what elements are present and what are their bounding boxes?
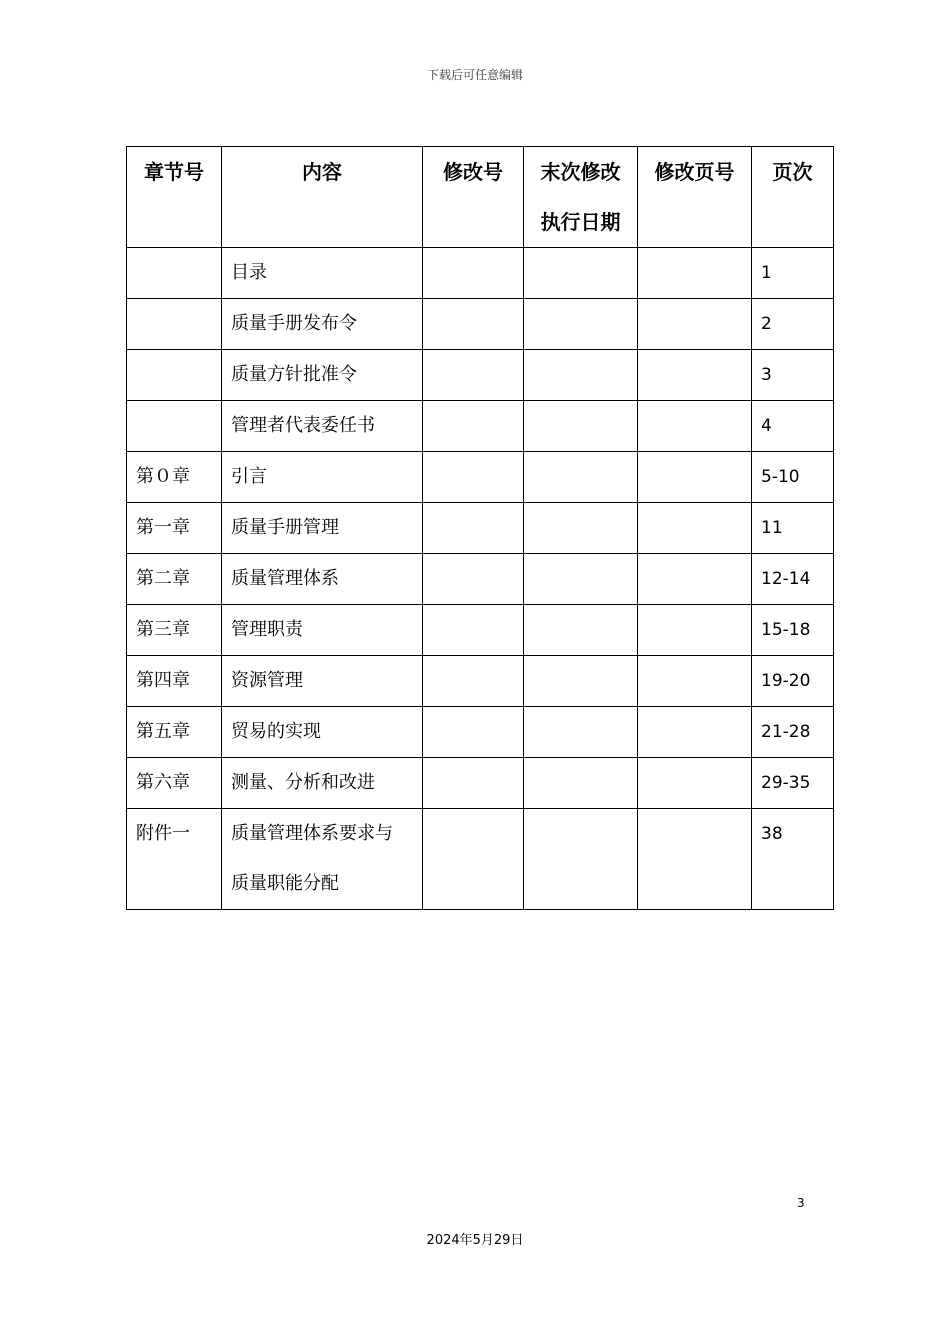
cell-chapter: 附件一 (127, 809, 222, 910)
cell-last-revision-date (524, 758, 638, 809)
table-row (127, 758, 834, 809)
cell-revised-pages (638, 452, 752, 503)
table-row (127, 554, 834, 605)
cell-content (222, 809, 423, 910)
cell-revision-no (423, 452, 524, 503)
header-page: 页次 (752, 147, 834, 248)
cell-page: 38 (752, 809, 834, 910)
cell-chapter: 第三章 (127, 605, 222, 656)
cell-revision-no (423, 299, 524, 350)
cell-revised-pages (638, 605, 752, 656)
cell-page: 15-18 (752, 605, 834, 656)
table-row (127, 299, 834, 350)
cell-chapter: 第六章 (127, 758, 222, 809)
cell-content: 资源管理 (222, 656, 423, 707)
cell-chapter (127, 401, 222, 452)
cell-revised-pages (638, 299, 752, 350)
header-revision-no: 修改号 (423, 147, 524, 248)
cell-page: 19-20 (752, 656, 834, 707)
cell-content: 管理职责 (222, 605, 423, 656)
cell-revision-no (423, 503, 524, 554)
cell-content: 测量、分析和改进 (222, 758, 423, 809)
cell-revision-no (423, 401, 524, 452)
cell-last-revision-date (524, 299, 638, 350)
cell-revised-pages (638, 656, 752, 707)
table-row (127, 605, 834, 656)
cell-content: 引言 (222, 452, 423, 503)
cell-content: 质量管理体系 (222, 554, 423, 605)
cell-revision-no (423, 248, 524, 299)
table-header-row (127, 147, 834, 248)
cell-page: 2 (752, 299, 834, 350)
cell-page: 4 (752, 401, 834, 452)
table-row (127, 248, 834, 299)
cell-content: 质量手册发布令 (222, 299, 423, 350)
table-row (127, 401, 834, 452)
table-row (127, 503, 834, 554)
header-content: 内容 (222, 147, 423, 248)
cell-chapter: 第二章 (127, 554, 222, 605)
cell-revised-pages (638, 758, 752, 809)
cell-revised-pages (638, 503, 752, 554)
cell-content: 贸易的实现 (222, 707, 423, 758)
cell-last-revision-date (524, 809, 638, 910)
cell-revised-pages (638, 401, 752, 452)
cell-revision-no (423, 758, 524, 809)
header-chapter: 章节号 (127, 147, 222, 248)
cell-last-revision-date (524, 452, 638, 503)
header-revised-pages: 修改页号 (638, 147, 752, 248)
page-number: 3 (797, 1196, 805, 1210)
table-row (127, 656, 834, 707)
table-row (127, 809, 834, 910)
cell-revised-pages (638, 554, 752, 605)
cell-last-revision-date (524, 554, 638, 605)
cell-revised-pages (638, 707, 752, 758)
cell-chapter: 第四章 (127, 656, 222, 707)
cell-revision-no (423, 605, 524, 656)
cell-revision-no (423, 656, 524, 707)
cell-chapter: 第０章 (127, 452, 222, 503)
cell-content: 目录 (222, 248, 423, 299)
header-last-revision-date: 末次修改 执行日期 (524, 147, 638, 248)
table-row (127, 452, 834, 503)
cell-page: 1 (752, 248, 834, 299)
cell-chapter (127, 350, 222, 401)
cell-last-revision-date (524, 503, 638, 554)
cell-last-revision-date (524, 707, 638, 758)
cell-revision-no (423, 707, 524, 758)
cell-revised-pages (638, 809, 752, 910)
cell-last-revision-date (524, 350, 638, 401)
revision-table (126, 146, 834, 910)
cell-chapter (127, 248, 222, 299)
table-row (127, 707, 834, 758)
cell-revision-no (423, 809, 524, 910)
cell-page: 21-28 (752, 707, 834, 758)
cell-revised-pages (638, 248, 752, 299)
cell-chapter: 第五章 (127, 707, 222, 758)
page-header: 下载后可任意编辑 (426, 68, 523, 82)
cell-content: 管理者代表委任书 (222, 401, 423, 452)
cell-page: 11 (752, 503, 834, 554)
cell-content-line: 质量管理体系要求与 (231, 823, 393, 844)
cell-page: 12-14 (752, 554, 834, 605)
cell-content: 质量手册管理 (222, 503, 423, 554)
cell-last-revision-date (524, 605, 638, 656)
cell-last-revision-date (524, 248, 638, 299)
cell-page: 5-10 (752, 452, 834, 503)
cell-last-revision-date (524, 656, 638, 707)
cell-content: 质量方针批准令 (222, 350, 423, 401)
cell-revised-pages (638, 350, 752, 401)
cell-content-line: 质量职能分配 (231, 873, 339, 894)
cell-revision-no (423, 350, 524, 401)
cell-chapter: 第一章 (127, 503, 222, 554)
table-row (127, 350, 834, 401)
cell-revision-no (423, 554, 524, 605)
cell-last-revision-date (524, 401, 638, 452)
cell-chapter (127, 299, 222, 350)
footer-date: 2024年5月29日 (426, 1233, 524, 1248)
cell-page: 3 (752, 350, 834, 401)
cell-page: 29-35 (752, 758, 834, 809)
